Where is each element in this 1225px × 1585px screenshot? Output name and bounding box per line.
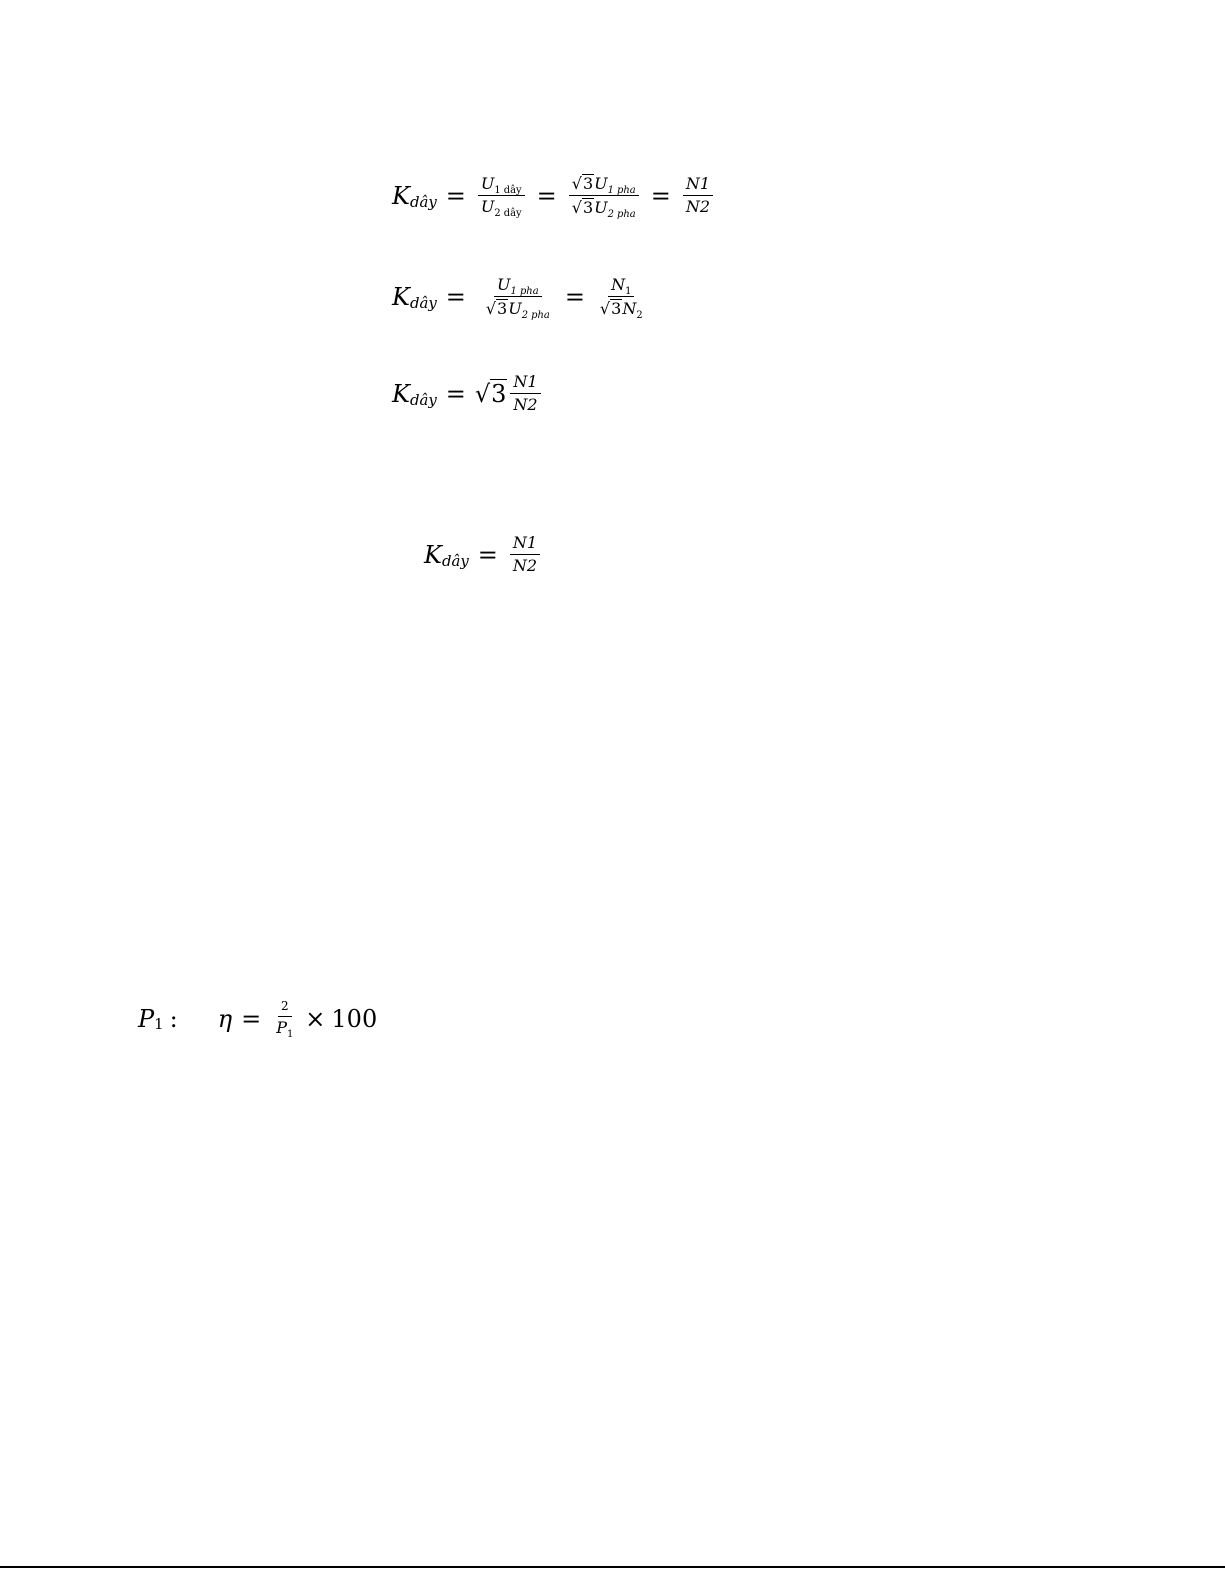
k-subscript: dây xyxy=(409,390,437,409)
times-sign: × xyxy=(305,1004,326,1033)
numerator: U 1 pha xyxy=(494,276,542,297)
denominator: N2 xyxy=(512,556,538,576)
fraction-phase-voltage xyxy=(483,275,553,322)
equation-k-day-sqrt3 xyxy=(392,373,544,415)
denominator: N2 xyxy=(513,395,538,415)
numerator: N1 xyxy=(510,373,540,394)
fraction-turns xyxy=(683,175,713,217)
denominator: √ 3 U 2 pha xyxy=(485,299,550,322)
equation-efficiency xyxy=(138,999,378,1040)
p-subscript: 1 xyxy=(154,1015,164,1034)
denominator: U 2 dây xyxy=(480,197,522,220)
k-subscript: dây xyxy=(441,551,469,570)
p-symbol: P xyxy=(138,1004,155,1033)
fraction-turns xyxy=(510,373,540,415)
k-subscript: dây xyxy=(409,192,437,211)
denominator: √ 3 U 2 pha xyxy=(571,198,636,221)
equals-sign: = xyxy=(477,540,498,569)
eta-symbol: η xyxy=(217,1004,233,1033)
equation-k-day-phase xyxy=(392,275,649,322)
k-subscript: dây xyxy=(409,294,437,313)
fraction-turns xyxy=(510,534,540,576)
numerator: N1 xyxy=(683,175,713,196)
value-100: 100 xyxy=(331,1004,378,1033)
fraction-turns xyxy=(597,275,646,322)
numerator: N 1 xyxy=(608,276,634,297)
sqrt-three: √ 3 xyxy=(474,380,507,409)
numerator: 2 xyxy=(278,1000,292,1017)
numerator: N1 xyxy=(510,534,540,555)
equals-sign: = xyxy=(445,379,466,408)
equals-sign: = xyxy=(241,1004,262,1033)
k-symbol: K xyxy=(424,540,442,569)
equals-sign: = xyxy=(445,283,466,312)
denominator: P 1 xyxy=(276,1017,294,1040)
numerator: U 1 dây xyxy=(478,175,525,196)
equation-k-day-simple xyxy=(424,534,543,576)
fraction-efficiency xyxy=(273,999,296,1040)
numerator: √ 3 U 1 pha xyxy=(569,174,639,196)
k-symbol: K xyxy=(392,283,410,312)
page-bottom-divider xyxy=(0,1566,1225,1568)
denominator: √ 3 N 2 xyxy=(599,299,643,322)
equals-sign: = xyxy=(650,181,671,210)
equation-k-day-ratio-full xyxy=(392,174,716,221)
fraction-line-voltage xyxy=(478,174,525,220)
equals-sign: = xyxy=(564,283,585,312)
k-symbol: K xyxy=(392,379,410,408)
equals-sign: = xyxy=(536,181,557,210)
denominator: N2 xyxy=(685,197,710,217)
k-symbol: K xyxy=(392,181,410,210)
equals-sign: = xyxy=(445,181,466,210)
fraction-phase-voltage xyxy=(569,174,639,221)
colon: : xyxy=(169,1004,178,1033)
